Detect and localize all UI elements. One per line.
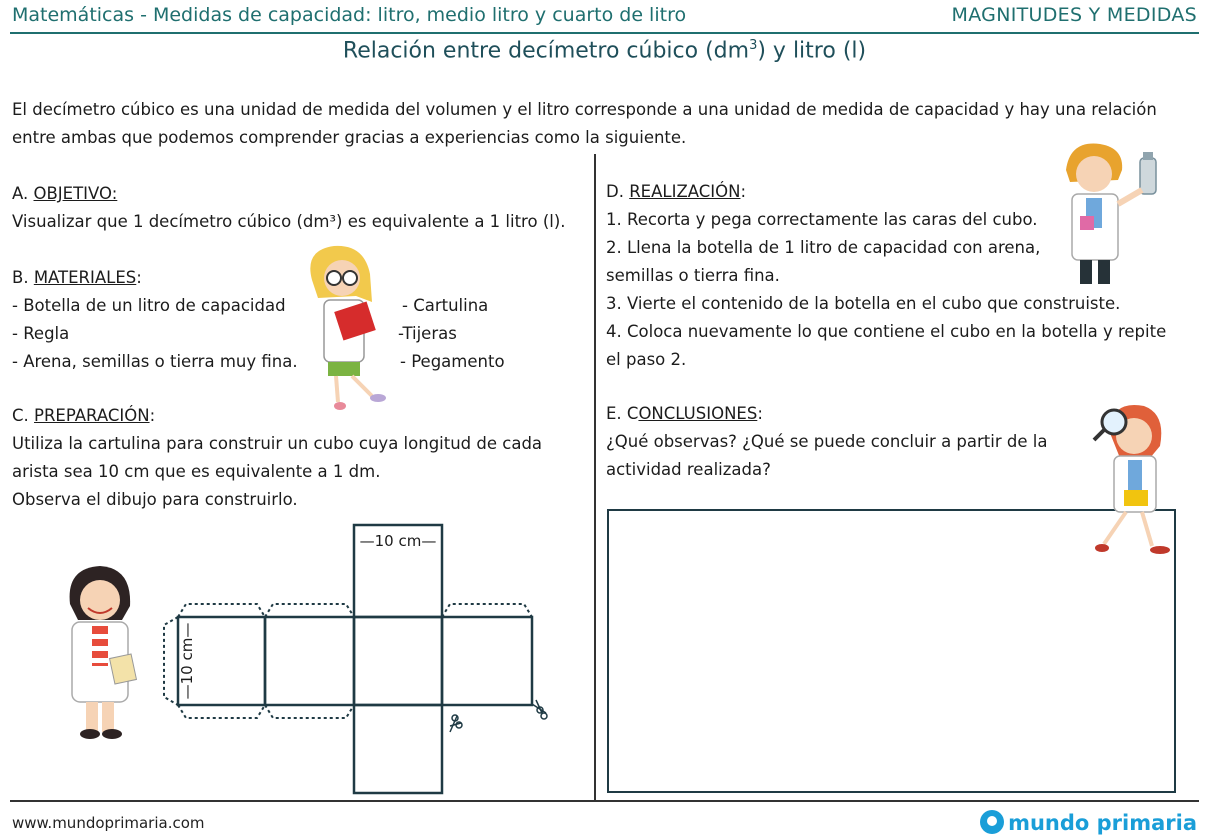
realization-line: 2. Llena la botella de 1 litro de capacidad con arena, (606, 238, 1041, 257)
preparation-line: Observa el dibujo para construirlo. (12, 490, 298, 509)
intro-paragraph: El decímetro cúbico es una unidad de medida del volumen y el litro corresponde a una unidad de medida de capacidad y hay una relación entre ambas que podemos comprender gracias a experiencias como la siguiente. (12, 100, 1157, 147)
section-d-heading: D. REALIZACIÓN: (606, 182, 747, 201)
realization-line: el paso 2. (606, 350, 687, 369)
footer-rule (10, 800, 1199, 802)
section-c-heading: C. PREPARACIÓN: (12, 406, 156, 425)
materials-item: - Cartulina (402, 296, 489, 315)
subject-header: Matemáticas - Medidas de capacidad: litro, medio litro y cuarto de litro (12, 4, 687, 26)
scissors-icon (450, 715, 462, 732)
header-rule (10, 32, 1199, 34)
flap-top-2 (265, 604, 354, 617)
side-dimension-label: —10 cm— (178, 622, 196, 700)
conclusions-line: ¿Qué observas? ¿Qué se puede concluir a partir de la (606, 432, 1048, 451)
net-face-right (442, 617, 532, 705)
preparation-line: arista sea 10 cm que es equivalente a 1 dm. (12, 462, 381, 481)
flap-bottom-2 (265, 705, 354, 718)
scissors-icon (532, 700, 547, 719)
flap-top-3 (442, 604, 532, 617)
section-e-heading: E. CONCLUSIONES: (606, 404, 763, 423)
realization-line: semillas o tierra fina. (606, 266, 780, 285)
footer-url[interactable]: www.mundoprimaria.com (12, 814, 205, 832)
cube-net-diagram (160, 520, 550, 800)
materials-item: - Arena, semillas o tierra muy fina. (12, 352, 298, 371)
preparation-line: Utiliza la cartulina para construir un cubo cuya longitud de cada (12, 434, 543, 453)
materials-item: - Botella de un litro de capacidad (12, 296, 286, 315)
girl-reading-illustration (298, 240, 390, 415)
top-dimension-label: —10 cm— (359, 532, 437, 550)
flap-side (164, 617, 178, 705)
flap-top-1 (178, 604, 265, 617)
section-a-heading: A. OBJETIVO: (12, 184, 118, 203)
category-header: MAGNITUDES Y MEDIDAS (951, 4, 1197, 26)
net-face-center (354, 617, 442, 705)
conclusions-line: actividad realizada? (606, 460, 771, 479)
net-face-left (265, 617, 354, 705)
column-divider (594, 154, 596, 800)
realization-line: 1. Recorta y pega correctamente las caras del cubo. (606, 210, 1038, 229)
girl-magnifier-illustration (1080, 398, 1185, 556)
girl-teacher-illustration (52, 560, 148, 742)
mundo-primaria-logo: mundo primaria (980, 810, 1197, 835)
materials-item: -Tijeras (398, 324, 457, 343)
realization-line: 4. Coloca nuevamente lo que contiene el cubo en la botella y repite (606, 322, 1167, 341)
materials-item: - Pegamento (400, 352, 505, 371)
logo-icon (980, 810, 1004, 834)
materials-item: - Regla (12, 324, 70, 343)
flap-bottom-1 (178, 705, 265, 718)
section-b-heading: B. MATERIALES: (12, 268, 142, 287)
section-a-text: Visualizar que 1 decímetro cúbico (dm³) es equivalente a 1 litro (l). (12, 212, 566, 231)
boy-scientist-illustration (1050, 140, 1180, 290)
page-title: Relación entre decímetro cúbico $(dm^3)$ y litro (l) (342, 38, 867, 64)
net-face-bottom (354, 705, 442, 793)
realization-line: 3. Vierte el contenido de la botella en el cubo que construiste. (606, 294, 1121, 313)
